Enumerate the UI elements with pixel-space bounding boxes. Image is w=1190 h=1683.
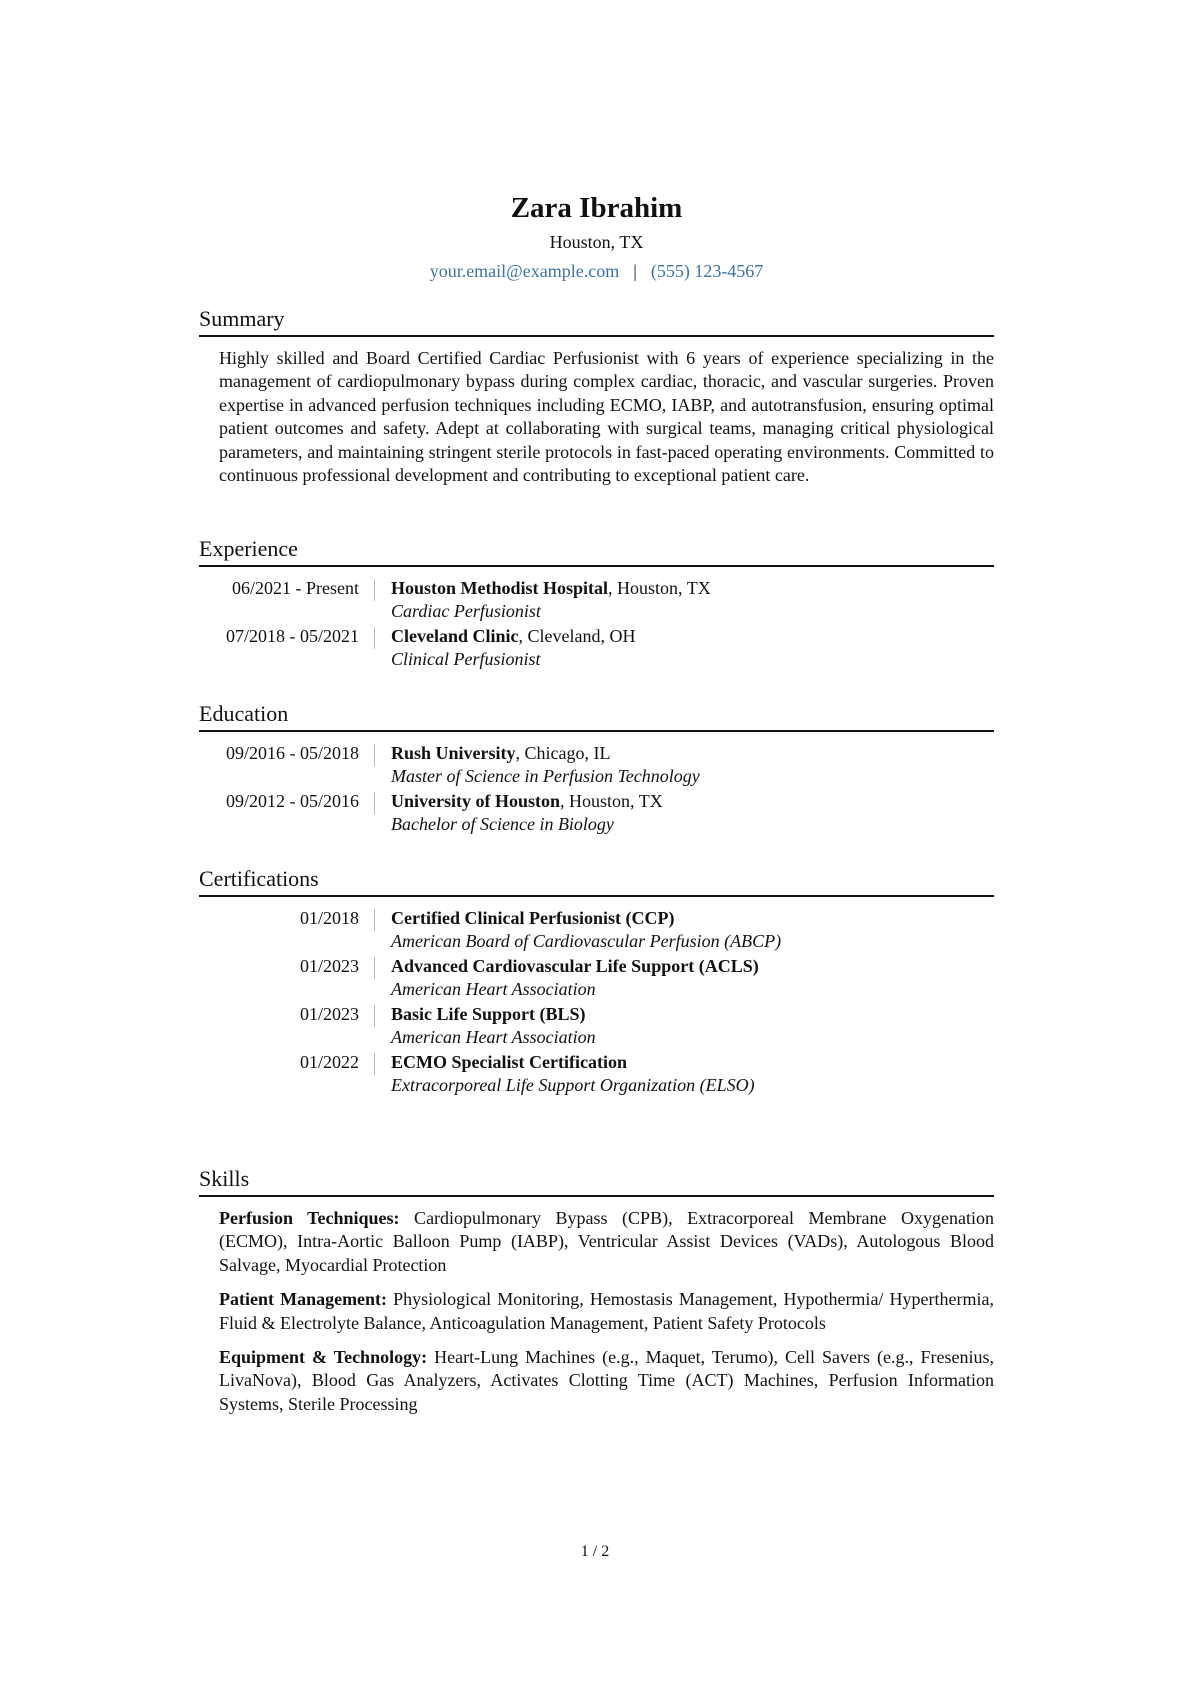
school-location: , Chicago, IL	[515, 743, 611, 763]
degree: Bachelor of Science in Biology	[391, 814, 614, 834]
employer-location: , Cleveland, OH	[518, 626, 636, 646]
contact-separator: |	[633, 261, 637, 281]
job-title: Clinical Perfusionist	[391, 649, 541, 669]
employer-name: Cleveland Clinic	[391, 626, 519, 646]
skill-list: Physiological Monitoring, Hemostasis Management, Hypothermia/ Hyperthermia, Fluid & Electrolyte Balance, Anticoagulation Management, Patient Safety Protocols	[219, 1289, 994, 1333]
school-name: Rush University	[391, 743, 516, 763]
section-title-summary: Summary	[199, 305, 994, 337]
skill-category: Perfusion Techniques:	[219, 1208, 400, 1228]
certification-entry	[199, 955, 994, 1001]
skill-group	[219, 1346, 994, 1416]
candidate-location: Houston, TX	[549, 232, 644, 252]
experience-section	[199, 535, 994, 671]
experience-entry	[199, 625, 994, 671]
section-title-education: Education	[199, 700, 994, 732]
skill-group	[219, 1207, 994, 1277]
certification-entry	[199, 907, 994, 953]
summary-section	[199, 305, 994, 487]
certification-name: Advanced Cardiovascular Life Support (ACLS)	[391, 956, 759, 976]
skill-list: Cardiopulmonary Bypass (CPB), Extracorporeal Membrane Oxygenation (ECMO), Intra-Aortic Balloon Pump (IABP), Ventricular Assist Devices (VADs), Autologous Blood Salvage, Myocardial Protection	[219, 1208, 994, 1275]
certification-issuer: American Board of Cardiovascular Perfusion (ABCP)	[391, 931, 782, 951]
summary-text: Highly skilled and Board Certified Cardiac Perfusionist with 6 years of experience specializing in the management of cardiopulmonary bypass during complex cardiac, thoracic, and vascular surgeries. Proven expertise in advanced perfusion techniques including ECMO, IABP, and autotransfusion, ensuring optimal patient outcomes and safety. Adept at collaborating with surgical teams, managing critical physiological parameters, and maintaining stringent sterile protocols in fast-paced operating environments. Committed to continuous professional development and contributing to exceptional patient care.	[219, 348, 994, 486]
job-title: Cardiac Perfusionist	[391, 601, 541, 621]
certification-entry	[199, 1003, 994, 1049]
school-name: University of Houston	[391, 791, 561, 811]
certification-issuer: American Heart Association	[391, 1027, 596, 1047]
page-number: 1 / 2	[580, 1543, 610, 1560]
certification-issuer: Extracorporeal Life Support Organization (ELSO)	[391, 1075, 755, 1095]
section-title-certifications: Certifications	[199, 865, 994, 897]
education-entry	[199, 790, 994, 836]
entry-date: 06/2021 - Present	[232, 578, 359, 598]
degree: Master of Science in Perfusion Technology	[391, 766, 700, 786]
entry-date: 01/2023	[299, 956, 359, 976]
entry-date: 09/2012 - 05/2016	[226, 791, 359, 811]
experience-entry	[199, 577, 994, 623]
section-title-skills: Skills	[199, 1165, 994, 1197]
certification-name: Basic Life Support (BLS)	[391, 1004, 586, 1024]
skill-category: Equipment & Technology:	[219, 1347, 428, 1368]
skill-category: Patient Management:	[219, 1289, 388, 1310]
email-link[interactable]: your.email@example.com	[429, 261, 620, 281]
education-section	[199, 700, 994, 836]
entry-date: 07/2018 - 05/2021	[226, 626, 359, 646]
certification-name: Certified Clinical Perfusionist (CCP)	[391, 908, 675, 928]
skill-list: Heart-Lung Machines (e.g., Maquet, Terumo), Cell Savers (e.g., Fresenius, LivaNova), Blood Gas Analyzers, Activates Clotting Time (ACT) Machines, Perfusion Information Systems, Sterile Processing	[219, 1347, 995, 1414]
school-location: , Houston, TX	[560, 791, 663, 811]
resume-header	[199, 190, 994, 283]
entry-date: 01/2023	[299, 1004, 359, 1024]
certifications-section	[199, 865, 994, 1097]
contact-line	[199, 259, 994, 283]
certification-entry	[199, 1051, 994, 1097]
certification-name: ECMO Specialist Certification	[391, 1052, 627, 1072]
phone-link[interactable]: (555) 123-4567	[650, 261, 764, 281]
skills-section	[199, 1165, 994, 1427]
skill-group	[219, 1288, 994, 1335]
entry-date: 01/2022	[299, 1052, 359, 1072]
certification-issuer: American Heart Association	[391, 979, 596, 999]
candidate-name: Zara Ibrahim	[510, 192, 683, 224]
employer-location: , Houston, TX	[608, 578, 711, 598]
entry-date: 09/2016 - 05/2018	[226, 743, 359, 763]
section-title-experience: Experience	[199, 535, 994, 567]
entry-date: 01/2018	[299, 908, 359, 928]
education-entry	[199, 742, 994, 788]
employer-name: Houston Methodist Hospital	[391, 578, 609, 598]
